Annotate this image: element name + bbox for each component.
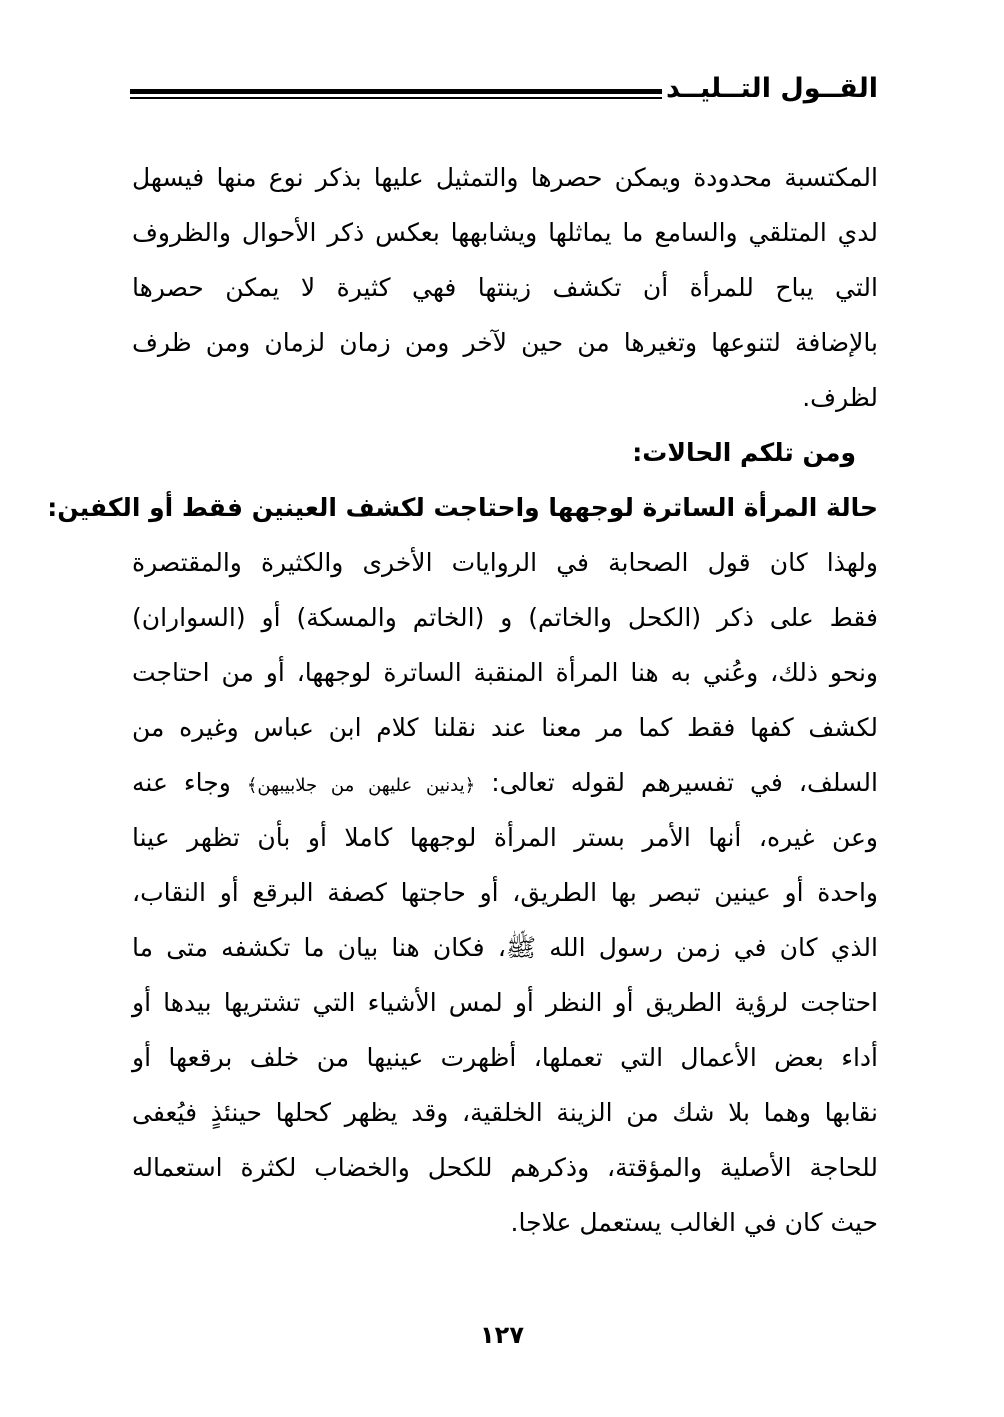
text-line: فقط على ذكر (الكحل والخاتم) و (الخاتم والمسكة) أو (السواران) [132, 603, 878, 632]
text-line: واحدة أو عينين تبصر بها الطريق، أو حاجتها كصفة البرقع أو النقاب، [132, 878, 878, 907]
subsection-heading: حالة المرأة الساترة لوجهها واحتاجت لكشف العينين فقط أو الكفين: [47, 493, 878, 522]
section-heading: ومن تلكم الحالات: [632, 438, 856, 467]
text-line: المكتسبة محدودة ويمكن حصرها والتمثيل عليها بذكر نوع منها فيسهل [132, 163, 878, 192]
text-line: أداء بعض الأعمال التي تعملها، أظهرت عينيها من خلف برقعها أو [132, 1043, 878, 1072]
text-line: وعن غيره، أنها الأمر بستر المرأة لوجهها كاملا أو بأن تظهر عينا [132, 823, 878, 852]
text-line: لدي المتلقي والسامع ما يماثلها ويشابهها بعكس ذكر الأحوال والظروف [132, 218, 878, 247]
book-title: القــول التــليــد [665, 73, 878, 104]
header-rule-thick [130, 89, 662, 94]
text-line-with-verse [132, 755, 878, 810]
text-line: ونحو ذلك، وعُني به هنا المرأة المنقبة الساترة لوجهها، أو من احتاجت [132, 658, 878, 687]
quran-verse: ﴿يدنين عليهن من جلابيبهن﴾ [246, 775, 476, 796]
text-line: حيث كان في الغالب يستعمل علاجا. [510, 1208, 878, 1237]
text-line: التي يباح للمرأة أن تكشف زينتها فهي كثيرة لا يمكن حصرها [132, 273, 878, 302]
text-line: للحاجة الأصلية والمؤقتة، وذكرهم للكحل والخضاب لكثرة استعماله [132, 1153, 878, 1182]
text-line: احتاجت لرؤية الطريق أو النظر أو لمس الأشياء التي تشتريها بيدها أو [132, 988, 878, 1017]
header-rule-thin [130, 97, 662, 99]
page-body [47, 150, 878, 1250]
page-number: ١٢٧ [480, 1321, 524, 1349]
text-line: لظرف. [802, 383, 878, 412]
text-line: بالإضافة لتنوعها وتغيرها من حين لآخر ومن زمان لزمان ومن ظرف [132, 328, 878, 357]
text-line: لكشف كفها فقط كما مر معنا عند نقلنا كلام ابن عباس وغيره من [132, 713, 878, 742]
text-line: نقابها وهما بلا شك من الزينة الخلقية، وقد يظهر كحلها حينئذٍ فيُعفى [132, 1098, 878, 1127]
text-segment: وجاء عنه [132, 768, 231, 797]
text-line: ولهذا كان قول الصحابة في الروايات الأخرى والكثيرة والمقتصرة [132, 548, 878, 577]
running-header [130, 72, 878, 112]
text-segment: السلف، في تفسيرهم لقوله تعالى: [491, 768, 878, 797]
text-line: الذي كان في زمن رسول الله ﷺ، فكان هنا بيان ما تكشفه متى ما [132, 933, 878, 962]
